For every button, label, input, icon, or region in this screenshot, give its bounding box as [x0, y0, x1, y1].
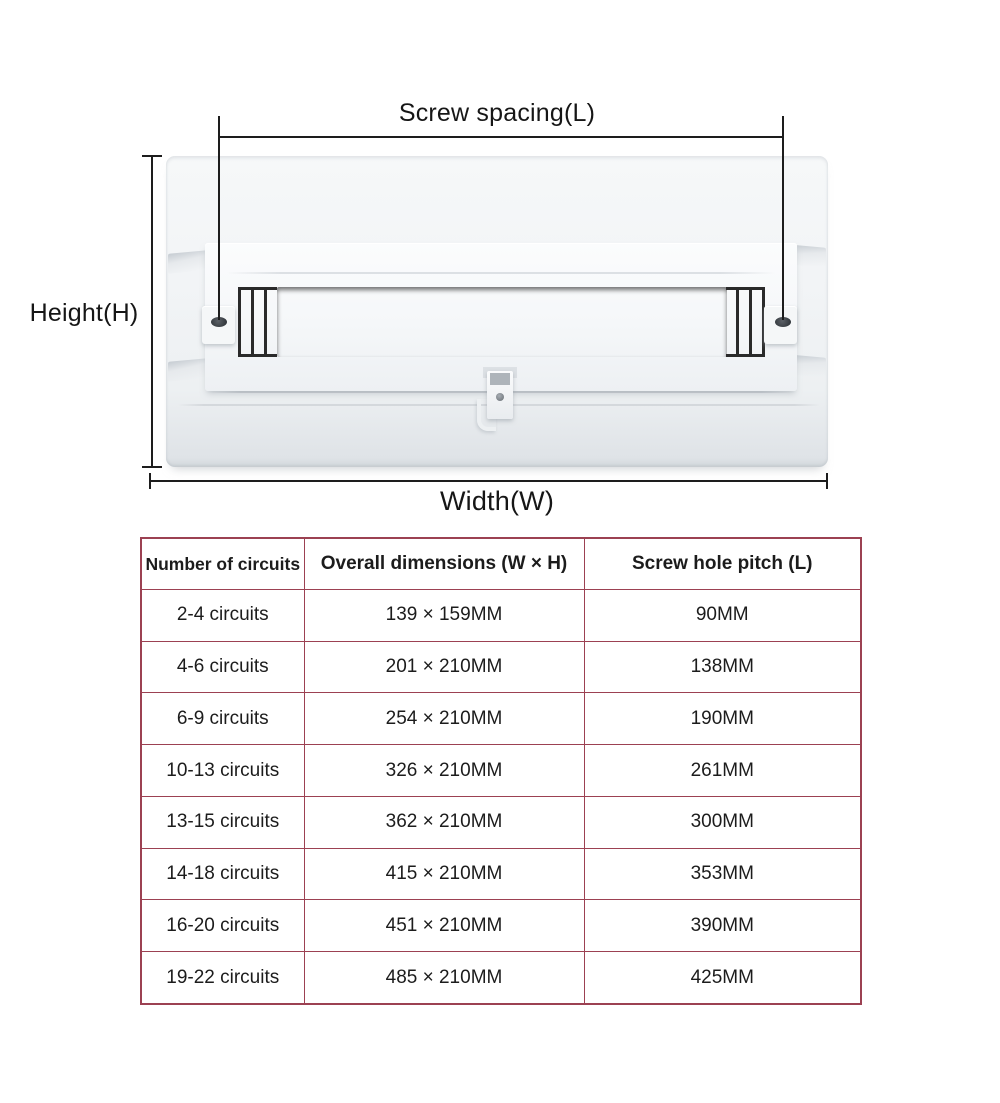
cell-circuits: 4-6 circuits — [141, 641, 304, 693]
din-slot-mark-icon — [739, 287, 752, 357]
table-row — [141, 641, 861, 693]
cell-circuits: 14-18 circuits — [141, 848, 304, 900]
cell-pitch: 261MM — [584, 745, 861, 797]
cell-circuits: 10-13 circuits — [141, 745, 304, 797]
width-line-left-tick — [149, 473, 151, 489]
cell-circuits: 13-15 circuits — [141, 796, 304, 848]
latch-top-notch — [490, 373, 510, 385]
cell-pitch: 138MM — [584, 641, 861, 693]
din-slot-mark-icon — [264, 287, 277, 357]
cell-pitch: 425MM — [584, 952, 861, 1004]
cell-dimensions: 326 × 210MM — [304, 745, 584, 797]
cell-pitch: 90MM — [584, 590, 861, 642]
table-row — [141, 848, 861, 900]
cell-dimensions: 451 × 210MM — [304, 900, 584, 952]
spec-table — [140, 537, 862, 1005]
cell-dimensions: 254 × 210MM — [304, 693, 584, 745]
cell-circuits: 6-9 circuits — [141, 693, 304, 745]
left-edge-notch — [168, 250, 208, 273]
latch-screw-icon — [496, 393, 504, 401]
cell-dimensions: 139 × 159MM — [304, 590, 584, 642]
cell-dimensions: 485 × 210MM — [304, 952, 584, 1004]
screw-spacing-label: Screw spacing(L) — [398, 99, 596, 127]
breaker-window — [277, 287, 727, 357]
cell-circuits: 19-22 circuits — [141, 952, 304, 1004]
width-dimension-line — [150, 480, 828, 482]
din-slot-mark-icon — [238, 287, 251, 357]
table-row — [141, 590, 861, 642]
table-row — [141, 900, 861, 952]
table-row — [141, 796, 861, 848]
cell-circuits: 16-20 circuits — [141, 900, 304, 952]
screw-spacing-dimension-line — [218, 136, 784, 138]
cell-pitch: 390MM — [584, 900, 861, 952]
cell-pitch: 300MM — [584, 796, 861, 848]
table-row — [141, 693, 861, 745]
table-row — [141, 745, 861, 797]
width-line-right-tick — [826, 473, 828, 489]
panel-crease-line — [227, 272, 775, 274]
cell-pitch: 353MM — [584, 848, 861, 900]
cell-pitch: 190MM — [584, 693, 861, 745]
header-overall-dimensions: Overall dimensions (W × H) — [304, 538, 584, 590]
height-dimension-line — [151, 156, 153, 468]
height-line-top-cap — [142, 155, 162, 157]
din-slot-mark-icon — [726, 287, 739, 357]
table-row — [141, 952, 861, 1004]
height-label: Height(H) — [29, 299, 139, 327]
header-screw-hole-pitch: Screw hole pitch (L) — [584, 538, 861, 590]
screw-spacing-extension-right — [782, 116, 784, 320]
cell-dimensions: 362 × 210MM — [304, 796, 584, 848]
cell-dimensions: 201 × 210MM — [304, 641, 584, 693]
width-label: Width(W) — [439, 486, 555, 516]
screw-spacing-extension-left — [218, 116, 220, 320]
header-number-of-circuits: Number of circuits — [141, 538, 304, 590]
din-slot-mark-icon — [251, 287, 264, 357]
cell-dimensions: 415 × 210MM — [304, 848, 584, 900]
height-line-bottom-cap — [142, 466, 162, 468]
spec-table-header-row — [141, 538, 861, 590]
cell-circuits: 2-4 circuits — [141, 590, 304, 642]
left-edge-notch — [168, 358, 208, 381]
